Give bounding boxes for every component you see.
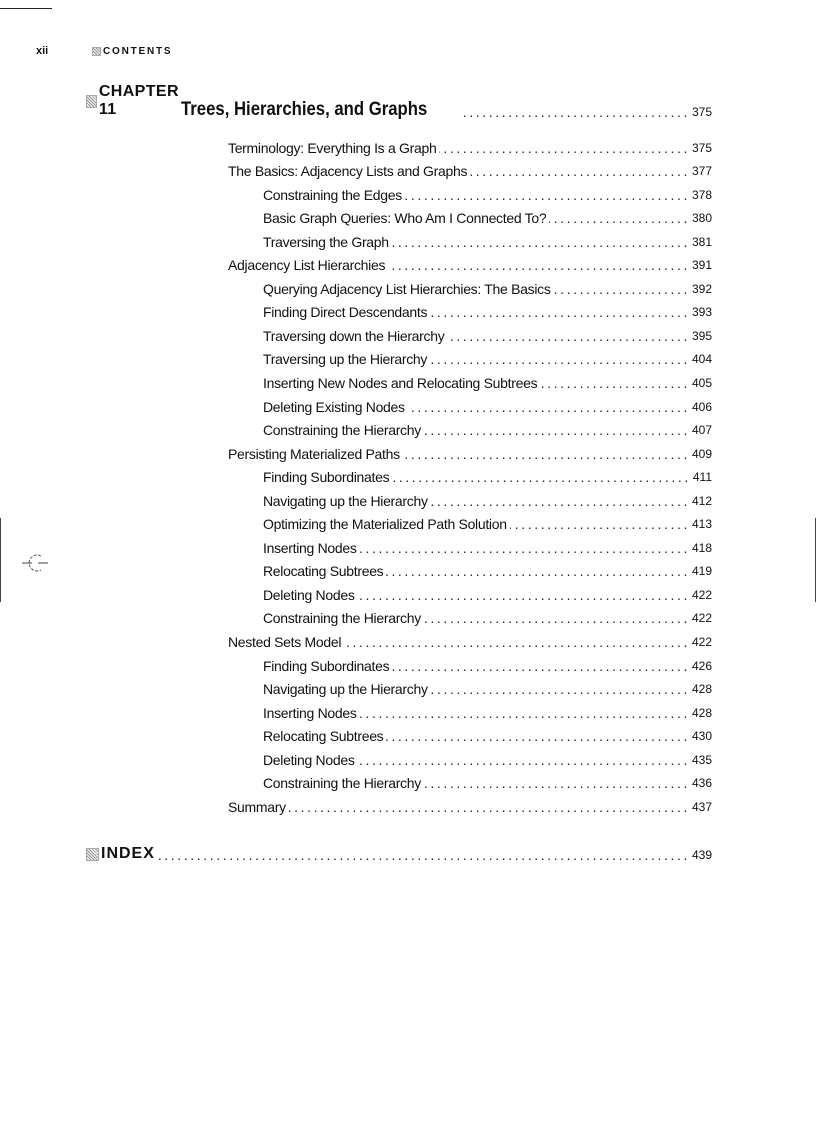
toc-entry-title: Persisting Materialized Paths <box>228 445 400 462</box>
dot-leader <box>405 187 690 203</box>
crop-mark-left <box>0 518 1 602</box>
toc-subentry <box>228 744 712 768</box>
toc-subentry <box>228 579 712 603</box>
dot-leader <box>470 163 690 179</box>
toc-entry-title: Adjacency List Hierarchies <box>228 257 386 274</box>
toc-entry-title: Constraining the Hierarchy <box>263 610 421 627</box>
toc-subentry <box>228 697 712 721</box>
toc-subentry <box>228 485 712 509</box>
dot-leader <box>510 516 690 532</box>
dot-leader <box>431 681 690 697</box>
toc-entry-page: 436 <box>691 776 712 791</box>
toc-subentry <box>228 391 712 415</box>
toc-subentry <box>228 415 712 439</box>
dot-leader <box>424 775 690 791</box>
toc-entry-page: 395 <box>691 328 712 343</box>
dot-leader <box>388 257 690 273</box>
toc-entry-title: Deleting Nodes <box>263 586 355 603</box>
toc-entry-title: Inserting Nodes <box>263 704 357 721</box>
toc-subentry <box>228 768 712 792</box>
toc-entry-page: 375 <box>691 140 712 155</box>
hatch-square-icon <box>86 848 99 861</box>
toc-entry-title: Finding Subordinates <box>263 657 390 674</box>
dot-leader <box>360 540 690 556</box>
toc-subentry <box>228 650 712 674</box>
toc-entry-page: 407 <box>691 423 712 438</box>
dot-leader <box>424 610 690 626</box>
toc-entry-title: Traversing down the Hierarchy <box>263 327 445 344</box>
index-label <box>86 845 155 866</box>
chapter-number: CHAPTER 11 <box>98 83 179 118</box>
toc-list <box>228 132 712 815</box>
toc-entry-title: Relocating Subtrees <box>263 728 384 745</box>
toc-subentry <box>228 509 712 533</box>
toc-entry <box>228 626 712 650</box>
dot-leader <box>431 493 690 509</box>
chapter-title: Trees, Hierarchies, and Graphs <box>181 99 428 120</box>
toc-entry-title: Inserting New Nodes and Relocating Subtrees <box>263 375 538 392</box>
dot-leader <box>430 351 690 367</box>
toc-entry-page: 430 <box>691 729 712 744</box>
dot-leader <box>392 469 691 485</box>
toc-entry-page: 404 <box>691 352 712 367</box>
section-name: CONTENTS <box>103 45 173 57</box>
dot-leader <box>360 705 690 721</box>
toc-entry-title: Finding Subordinates <box>263 469 390 486</box>
dot-leader <box>392 658 690 674</box>
toc-entry-page: 412 <box>691 493 712 508</box>
dot-leader <box>344 634 690 650</box>
toc-entry-title: Constraining the Hierarchy <box>263 775 421 792</box>
toc-entry-title: Traversing up the Hierarchy <box>263 351 428 368</box>
dot-leader <box>358 752 690 768</box>
toc-entry-title: Summary <box>228 798 286 815</box>
toc-entry-page: 422 <box>691 587 712 602</box>
toc-entry-title: Constraining the Edges <box>263 186 402 203</box>
toc-entry-title: Deleting Existing Nodes <box>263 398 405 415</box>
toc-entry-page: 377 <box>691 164 712 179</box>
toc-subentry <box>228 674 712 698</box>
toc-subentry <box>228 179 712 203</box>
crop-mark-top <box>0 8 52 9</box>
toc-entry-page: 378 <box>691 187 712 202</box>
toc-entry-page: 411 <box>692 470 712 485</box>
running-head <box>36 44 172 58</box>
toc-entry-page: 393 <box>691 305 712 320</box>
dot-leader <box>403 446 690 462</box>
toc-subentry <box>228 603 712 627</box>
toc-entry <box>228 132 712 156</box>
toc-entry-page: 391 <box>691 258 712 273</box>
toc-entry-title: Deleting Nodes <box>263 751 355 768</box>
toc-entry-title: Terminology: Everything Is a Graph <box>228 139 437 156</box>
toc-entry-title: Inserting Nodes <box>263 539 357 556</box>
dot-leader <box>447 328 690 344</box>
toc-entry-page: 428 <box>691 705 712 720</box>
dot-leader <box>386 728 690 744</box>
dot-leader <box>464 104 690 122</box>
toc-entry <box>228 250 712 274</box>
toc-entry-page: 437 <box>691 799 712 814</box>
index-title: INDEX <box>101 845 155 862</box>
hatch-square-icon <box>86 95 97 108</box>
dot-leader <box>289 799 690 815</box>
dot-leader <box>386 563 690 579</box>
toc-subentry <box>228 532 712 556</box>
toc-subentry <box>228 320 712 344</box>
dot-leader <box>554 281 690 297</box>
toc-entry-page: 405 <box>691 376 712 391</box>
toc-entry-title: Navigating up the Hierarchy <box>263 681 428 698</box>
registration-mark-icon <box>22 550 48 576</box>
toc-entry-page: 422 <box>691 611 712 626</box>
chapter-page: 375 <box>691 105 712 119</box>
page-folio: xii <box>36 45 49 57</box>
toc-entry-page: 419 <box>691 564 712 579</box>
toc-entry <box>228 791 712 815</box>
index-entry <box>86 842 712 866</box>
dot-leader <box>540 375 690 391</box>
dot-leader <box>430 304 690 320</box>
toc-subentry <box>228 273 712 297</box>
chapter-heading <box>86 83 712 122</box>
toc-entry-page: 418 <box>691 540 712 555</box>
toc-entry-title: Traversing the Graph <box>263 233 389 250</box>
toc-entry-page: 413 <box>691 517 712 532</box>
toc-entry-title: Finding Direct Descendants <box>263 304 428 321</box>
toc-subentry <box>228 721 712 745</box>
chapter-label <box>86 83 181 122</box>
dot-leader <box>424 422 690 438</box>
toc-entry-title: Nested Sets Model <box>228 634 342 651</box>
toc-subentry <box>228 556 712 580</box>
toc-entry-title: Basic Graph Queries: Who Am I Connected To? <box>263 210 547 227</box>
toc-entry-title: Relocating Subtrees <box>263 563 384 580</box>
toc-entry-page: 406 <box>691 399 712 414</box>
toc-entry-title: Navigating up the Hierarchy <box>263 492 428 509</box>
toc-subentry <box>228 203 712 227</box>
toc-entry-page: 422 <box>691 635 712 650</box>
dot-leader <box>439 140 690 156</box>
toc-entry-page: 409 <box>691 446 712 461</box>
toc-entry-page: 392 <box>691 281 712 296</box>
toc-subentry <box>228 462 712 486</box>
toc-subentry <box>228 367 712 391</box>
toc-subentry <box>228 226 712 250</box>
toc-entry-page: 426 <box>691 658 712 673</box>
dot-leader <box>392 234 690 250</box>
dot-leader <box>408 399 690 415</box>
dot-leader <box>358 587 690 603</box>
toc-subentry <box>228 297 712 321</box>
toc-entry-title: Querying Adjacency List Hierarchies: The Basics <box>263 280 551 297</box>
toc-entry <box>228 156 712 180</box>
toc-entry-title: The Basics: Adjacency Lists and Graphs <box>228 163 468 180</box>
toc-entry-page: 381 <box>691 234 712 249</box>
hatch-square-icon <box>92 47 101 56</box>
toc-entry-page: 435 <box>691 752 712 767</box>
toc-entry-page: 380 <box>691 211 712 226</box>
toc-entry-page: 428 <box>691 682 712 697</box>
dot-leader <box>549 210 690 226</box>
dot-leader <box>158 847 690 866</box>
toc-entry-title: Constraining the Hierarchy <box>263 422 421 439</box>
toc-subentry <box>228 344 712 368</box>
toc-entry <box>228 438 712 462</box>
toc-entry-title: Optimizing the Materialized Path Solution <box>263 516 507 533</box>
index-page: 439 <box>691 848 712 862</box>
